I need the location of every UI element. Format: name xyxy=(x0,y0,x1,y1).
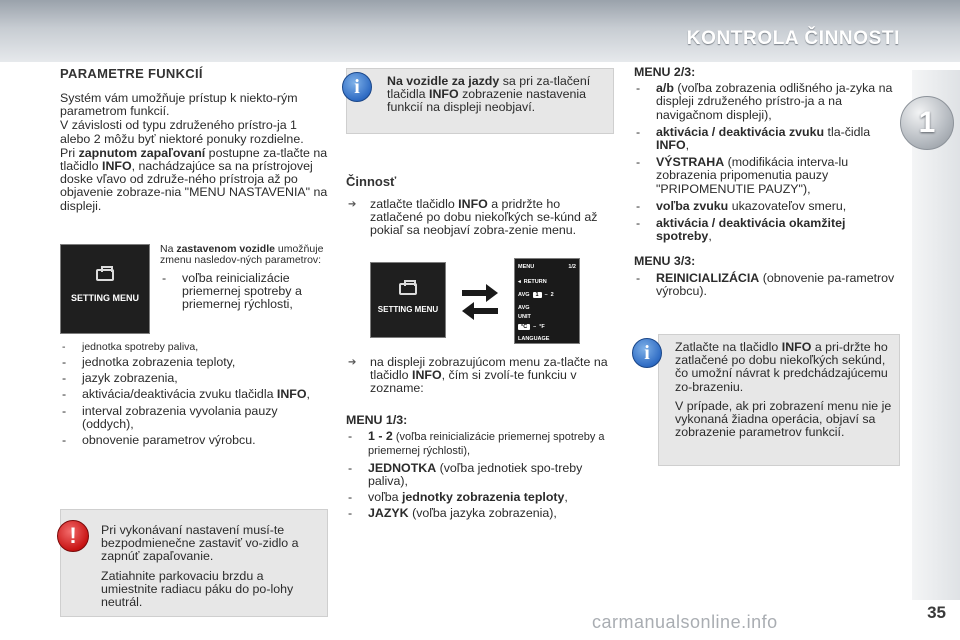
intro-paragraph: Pri zapnutom zapaľovaní postupne za-tlačte na tlačidlo INFO, nachádzajúce sa na prístrojovej doske vľavo od združe-ného prístroja až po objavenie zobraze-nia "MENU NASTAVENIA" na displeji. xyxy=(60,145,328,213)
page-number: 35 xyxy=(927,603,946,622)
info-text: Na vozidle za jazdy sa pri za-tlačení tlačidla INFO zobrazenie nastavenia funkcií na displeji neobjaví. xyxy=(387,74,591,115)
list-item: - 1 - 2 (voľba reinicializácie priemernej spotreby a priemernej rýchlosti), xyxy=(346,430,616,458)
operation-title: Činnosť xyxy=(346,174,397,189)
menu-display xyxy=(514,258,580,344)
step-item: ➔ zatlačte tlačidlo INFO a pridržte ho zatlačené po dobu niekoľkých se-kúnd až pokiaľ sa neobjaví zobra-zenie menu. xyxy=(346,198,614,238)
menu-display-row: AVG xyxy=(518,304,530,311)
screen-label: SETTING MENU xyxy=(377,305,439,314)
list-item: - a/b (voľba zobrazenia odlišného ja-zyka na displeji združeného prístro-ja a na navigačnom displeji), xyxy=(634,82,900,122)
list-item: - jazyk zobrazenia, xyxy=(60,372,328,385)
list-item: - voľba jednotky zobrazenia teploty, xyxy=(346,491,616,504)
warning-text: Pri vykonávaní nastavení musí-te bezpodmienečne zastaviť vo-zidlo a zapnúť zapaľovanie. xyxy=(101,523,299,564)
page-header xyxy=(0,0,960,62)
warning-box xyxy=(60,509,328,617)
step-item: ➔ na displeji zobrazujúcom menu za-tlačte na tlačidlo INFO, čím si zvolí-te funkciu v zozname: xyxy=(346,356,614,396)
section-title: PARAMETRE FUNKCIÍ xyxy=(60,66,203,81)
list-item: - VÝSTRAHA (modifikácia interva-lu zobrazenia pripomenutia pauzy "PRIPOMENUTIE PAUZY"), xyxy=(634,156,900,196)
menu-display-row: LANGUAGE xyxy=(518,335,550,342)
list-item: - voľba reinicializácie priemernej spotreby a priemernej rýchlosti, xyxy=(160,272,328,312)
warning-icon: ! xyxy=(57,520,89,552)
info-box xyxy=(658,334,900,466)
list-item: - aktivácia/deaktivácia zvuku tlačidla INFO, xyxy=(60,388,328,401)
menu-heading: MENU 1/3: xyxy=(346,413,408,427)
menu-display-row: ◂ RETURN xyxy=(518,278,547,285)
menu3-section xyxy=(634,255,900,298)
list-item: - REINICIALIZÁCIA (obnovenie pa-rametrov výrobcu). xyxy=(634,272,900,298)
info-text: Zatlačte na tlačidlo INFO a pri-držte ho zatlačené po dobu niekoľkých sekúnd, čo umožní návrat k predchádzajúcemu zo-brazeniu. V prípade, ak pri zobrazení menu nie je vykonaná žiadna operácia, objaví sa zobrazenie parametrov funkcií. xyxy=(675,340,892,440)
menu-display-header: MENU 1/2 xyxy=(518,263,576,270)
menu-display-row: °C – °F xyxy=(518,322,576,331)
toolbox-icon xyxy=(96,269,114,281)
info-icon: i xyxy=(342,72,372,102)
setting-menu-screen xyxy=(370,262,446,338)
list-item: - jednotka spotreby paliva, xyxy=(60,341,328,353)
intro-paragraph: V závislosti od typu združeného prístro-ja 1 alebo 2 môžu byť niektoré ponuky rozdielne. xyxy=(60,118,304,146)
setting-menu-screen xyxy=(60,244,150,334)
menu-display-row: AVG 1 – 2 xyxy=(518,291,554,298)
list-item: - aktivácia / deaktivácia zvuku tla-čidla INFO, xyxy=(634,126,900,152)
menu1-list xyxy=(346,430,616,520)
watermark: carmanualsonline.info xyxy=(592,612,778,632)
intro-paragraph: Systém vám umožňuje prístup k niekto-rým parametrom funkcií. xyxy=(60,91,298,119)
list-item: - interval zobrazenia vyvolania pauzy (oddych), xyxy=(60,405,328,431)
step-list xyxy=(346,198,614,238)
chapter-tab-strip xyxy=(912,70,960,600)
list-item: - JEDNOTKA (voľba jednotiek spo-treby paliva), xyxy=(346,462,616,488)
intro-text xyxy=(60,92,328,214)
screen-label: SETTING MENU xyxy=(70,293,139,303)
warning-text: Zatiahnite parkovaciu brzdu a umiestnite radiacu páku do po-lohy neutrál. xyxy=(101,568,294,610)
switch-arrows-icon xyxy=(460,280,500,324)
info-box xyxy=(346,68,614,134)
menu-heading: MENU 2/3: xyxy=(634,65,696,79)
list-item: - jednotka zobrazenia teploty, xyxy=(60,356,328,369)
menu-heading: MENU 3/3: xyxy=(634,254,696,269)
toolbox-icon xyxy=(399,283,417,295)
menu3-list xyxy=(634,272,900,298)
parameters-list xyxy=(60,341,328,450)
info-icon: i xyxy=(632,338,662,368)
list-item: - JAZYK (voľba jazyka zobrazenia), xyxy=(346,507,616,520)
list-item: - voľba zvuku ukazovateľov smeru, xyxy=(634,200,900,213)
menu1-section xyxy=(346,414,616,523)
menu2-3-column xyxy=(634,66,900,308)
menu2-list xyxy=(634,82,900,243)
menu2-section xyxy=(634,66,900,243)
page-title: KONTROLA ČINNOSTI xyxy=(686,28,900,49)
list-item: - aktivácia / deaktivácia okamžitej spotreby, xyxy=(634,217,900,243)
menu-display-row: UNIT xyxy=(518,313,531,320)
step-list xyxy=(346,356,614,396)
list-item: - obnovenie parametrov výrobcu. xyxy=(60,434,328,447)
parameters-note: Na zastavenom vozidle umožňuje zmenu nasledov-ných parametrov: - voľba reinicializácie priemernej spotreby a priemernej rýchlosti, xyxy=(160,244,328,312)
chapter-badge: 1 xyxy=(900,96,954,150)
